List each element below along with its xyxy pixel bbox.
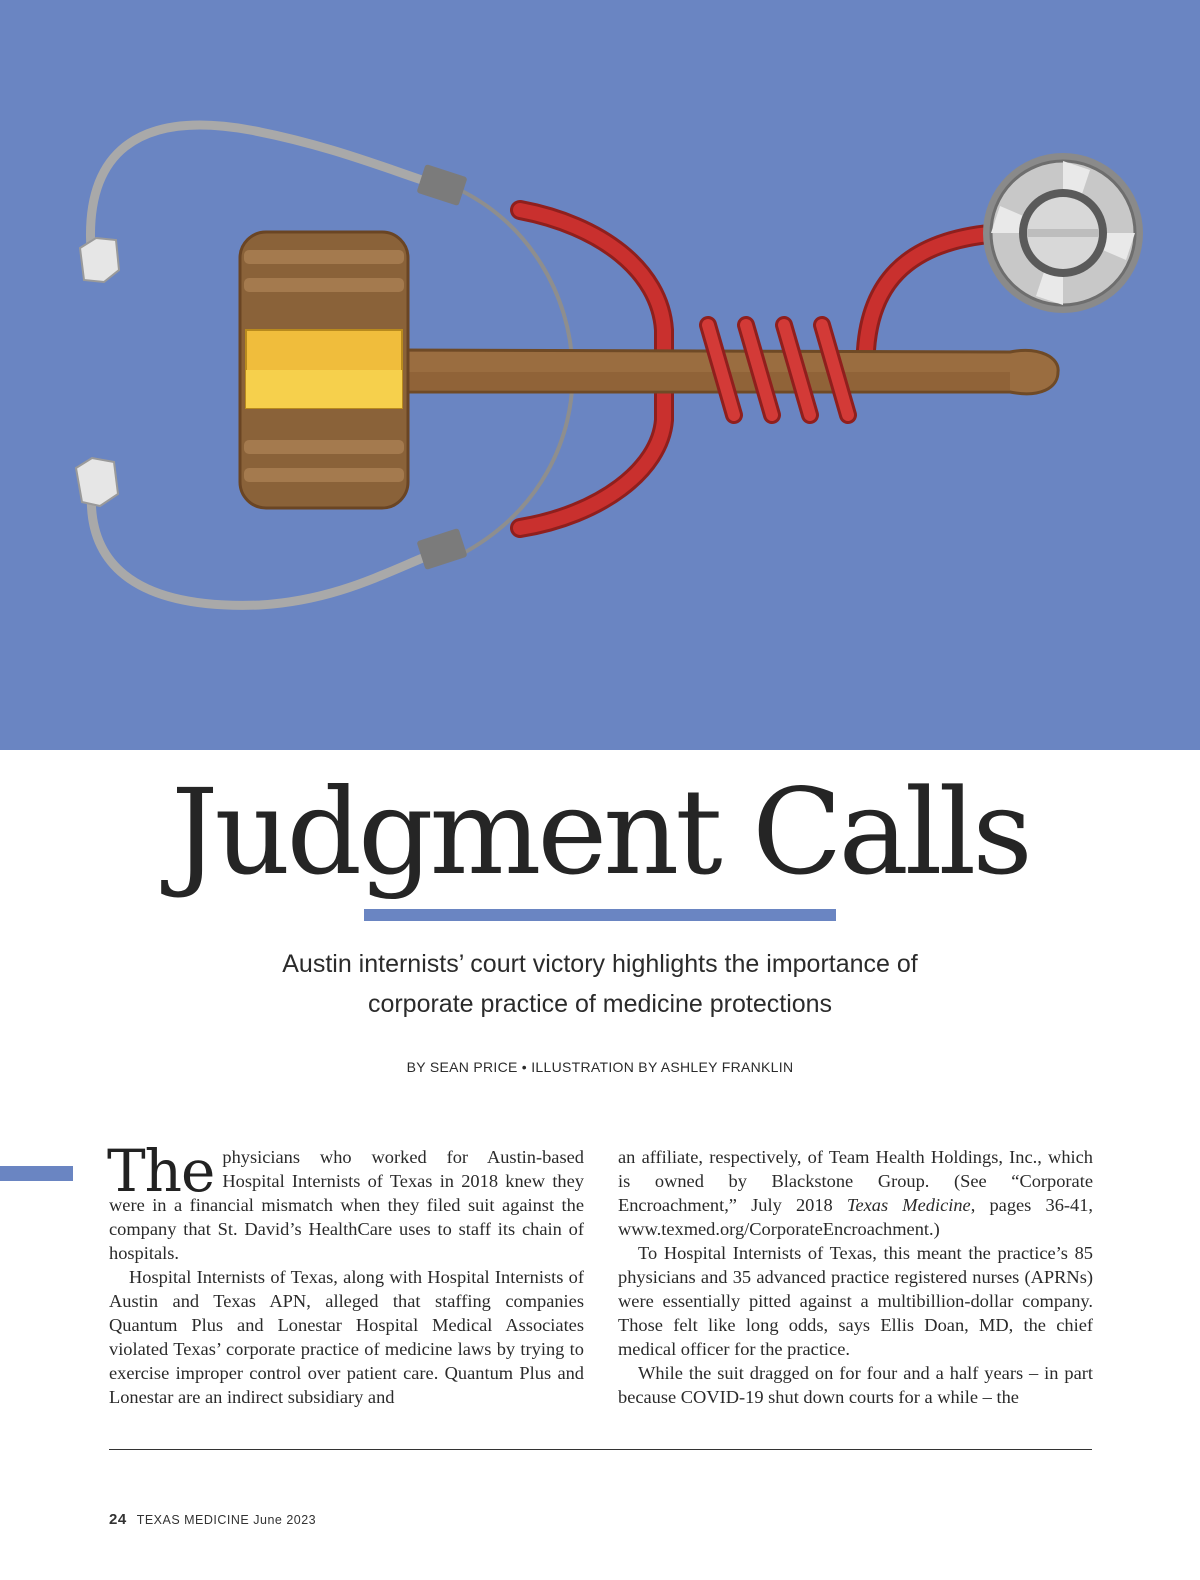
subtitle-line-2: corporate practice of medicine protections <box>367 990 833 1018</box>
drop-cap: The <box>107 1137 215 1205</box>
paragraph <box>107 1137 584 1265</box>
paragraph-text: an affiliate, respectively, of Team Health Holdings, Inc., which is owned by Blackstone Group. (See “Corporate Encroachment,” July 2018 <box>618 1147 1093 1215</box>
paragraph-text: physicians who worked for Austin-based Hospital Internists of Texas in 2018 knew they were in a financial mismatch when they filed suit against the company that St. David’s HealthCare uses to staff its chain of hospitals. <box>109 1147 584 1263</box>
gavel-stethoscope-illustration <box>0 0 1200 750</box>
paragraph: To Hospital Internists of Texas, this meant the practice’s 85 physicians and 35 advanced practice registered nurses (APRNs) were essentially pitted against a multibillion-dollar company. Those felt like long odds, says Ellis Doan, MD, the chief medical officer for the practice. <box>618 1243 1093 1359</box>
paragraph-text: , pages 36-41, www.texmed.org/CorporateEncroachment.) <box>618 1195 1094 1239</box>
byline: BY SEAN PRICE • ILLUSTRATION BY ASHLEY FRANKLIN <box>406 1059 794 1075</box>
paragraph <box>618 1145 1093 1241</box>
subtitle-line-1: Austin internists’ court victory highlights the importance of <box>282 950 918 978</box>
article-column-2 <box>618 1145 1093 1409</box>
page-title: Judgment Calls <box>171 763 1029 901</box>
page-number: 24 <box>109 1511 127 1528</box>
subtitle <box>200 944 1000 1024</box>
issue-date: June 2023 <box>253 1513 317 1527</box>
publication-name: TEXAS MEDICINE <box>136 1513 250 1527</box>
publication-title: Texas Medicine <box>846 1195 971 1215</box>
page-footer <box>109 1511 316 1528</box>
footer-divider <box>109 1449 1092 1450</box>
margin-accent-bar <box>0 1166 73 1181</box>
article-column-1 <box>107 1137 584 1409</box>
title-underline <box>364 909 836 921</box>
paragraph: While the suit dragged on for four and a half years – in part because COVID-19 shut down courts for a while – the <box>618 1363 1093 1407</box>
paragraph: Hospital Internists of Texas, along with Hospital Internists of Austin and Texas APN, alleged that staffing companies Quantum Plus and Lonestar Hospital Medical Associates violated Texas’ corporate practice of medicine laws by trying to exercise improper control over patient care. Quantum Plus and Lonestar are an indirect subsidiary and <box>109 1267 584 1407</box>
hero-illustration <box>0 0 1200 750</box>
